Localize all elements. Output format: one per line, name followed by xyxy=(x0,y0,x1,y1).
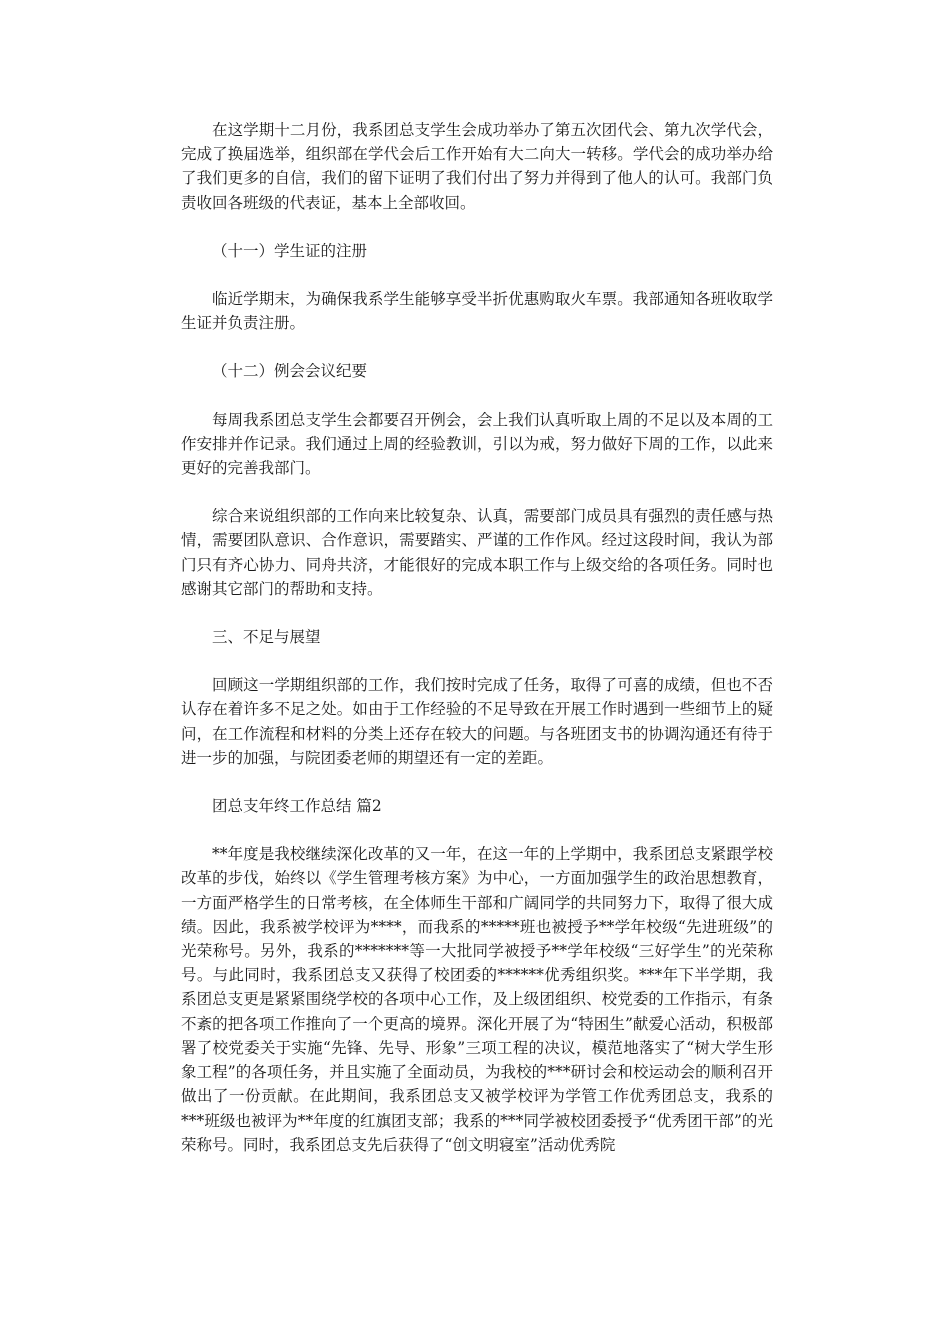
paragraph-annual-review: **年度是我校继续深化改革的又一年，在这一年的上学期中，我系团总支紧跟学校改革的步伐，始终以《学生管理考核方案》为中心，一方面加强学生的政治思想教育，一方面严格学生的日常考核，在全体师生干部和广阔同学的共同努力下，取得了很大成绩。因此，我系被学校评为****，而我系的*****班也被授予**学年校级“先进班级”的光荣称号。另外，我系的*******等一大批同学被授予**学年校级“三好学生”的光荣称号。与此同时，我系团总支又获得了校团委的******优秀组织奖。***年下半学期，我系团总支更是紧紧围绕学校的各项中心工作，及上级团组织、校党委的工作指示，有条不紊的把各项工作推向了一个更高的境界。深化开展了为“特困生”献爱心活动，积极部署了校党委关于实施“先锋、先导、形象”三项工程的决议，模范地落实了“树大学生形象工程”的各项任务，并且实施了全面动员，为我校的***研讨会和校运动会的顺利召开做出了一份贡献。在此期间，我系团总支又被学校评为学管工作优秀团总支，我系的***班级也被评为**年度的红旗团支部；我系的***同学被校团委授予“优秀团干部”的光荣称号。同时，我系团总支先后获得了“创文明寝室”活动优秀院 xyxy=(181,845,773,1154)
section-heading-shortcomings-outlook: 三、不足与展望 xyxy=(212,628,321,647)
paragraph-summary: 综合来说组织部的工作向来比较复杂、认真，需要部门成员具有强烈的责任感与热情，需要团队意识、合作意识，需要踏实、严谨的工作作风。经过这段时间，我认为部门只有齐心协力、同舟共济，才能很好的完成本职工作与上级交给的各项任务。同时也感谢其它部门的帮助和支持。 xyxy=(181,507,773,598)
paragraph-student-id-registration: 临近学期末，为确保我系学生能够享受半折优惠购取火车票。我部通知各班收取学生证并负责注册。 xyxy=(181,290,773,333)
paragraph-representative-congress: 在这学期十二月份，我系团总支学生会成功举办了第五次团代会、第九次学代会，完成了换届选举，组织部在学代会后工作开始有大二向大一转移。学代会的成功举办给了我们更多的自信，我们的留下证明了我们付出了努力并得到了他人的认可。我部门负责收回各班级的代表证，基本上全部收回。 xyxy=(181,121,773,212)
paragraph-meeting-minutes: 每周我系团总支学生会都要召开例会，会上我们认真听取上周的不足以及本周的工作安排并作记录。我们通过上周的经验教训，引以为戒，努力做好下周的工作，以此来更好的完善我部门。 xyxy=(181,410,773,478)
article-title-part-2: 团总支年终工作总结 篇2 xyxy=(212,797,382,816)
section-heading-meeting-minutes: （十二）例会会议纪要 xyxy=(212,362,368,381)
document-body xyxy=(181,118,773,1181)
section-heading-student-id-registration: （十一）学生证的注册 xyxy=(212,241,368,260)
paragraph-shortcomings-outlook: 回顾这一学期组织部的工作，我们按时完成了任务，取得了可喜的成绩，但也不否认存在着许多不足之处。如由于工作经验的不足导致在开展工作时遇到一些细节上的疑问，在工作流程和材料的分类上还存在较大的问题。与各班团支书的协调沟通还有待于进一步的加强，与院团委老师的期望还有一定的差距。 xyxy=(181,676,773,767)
